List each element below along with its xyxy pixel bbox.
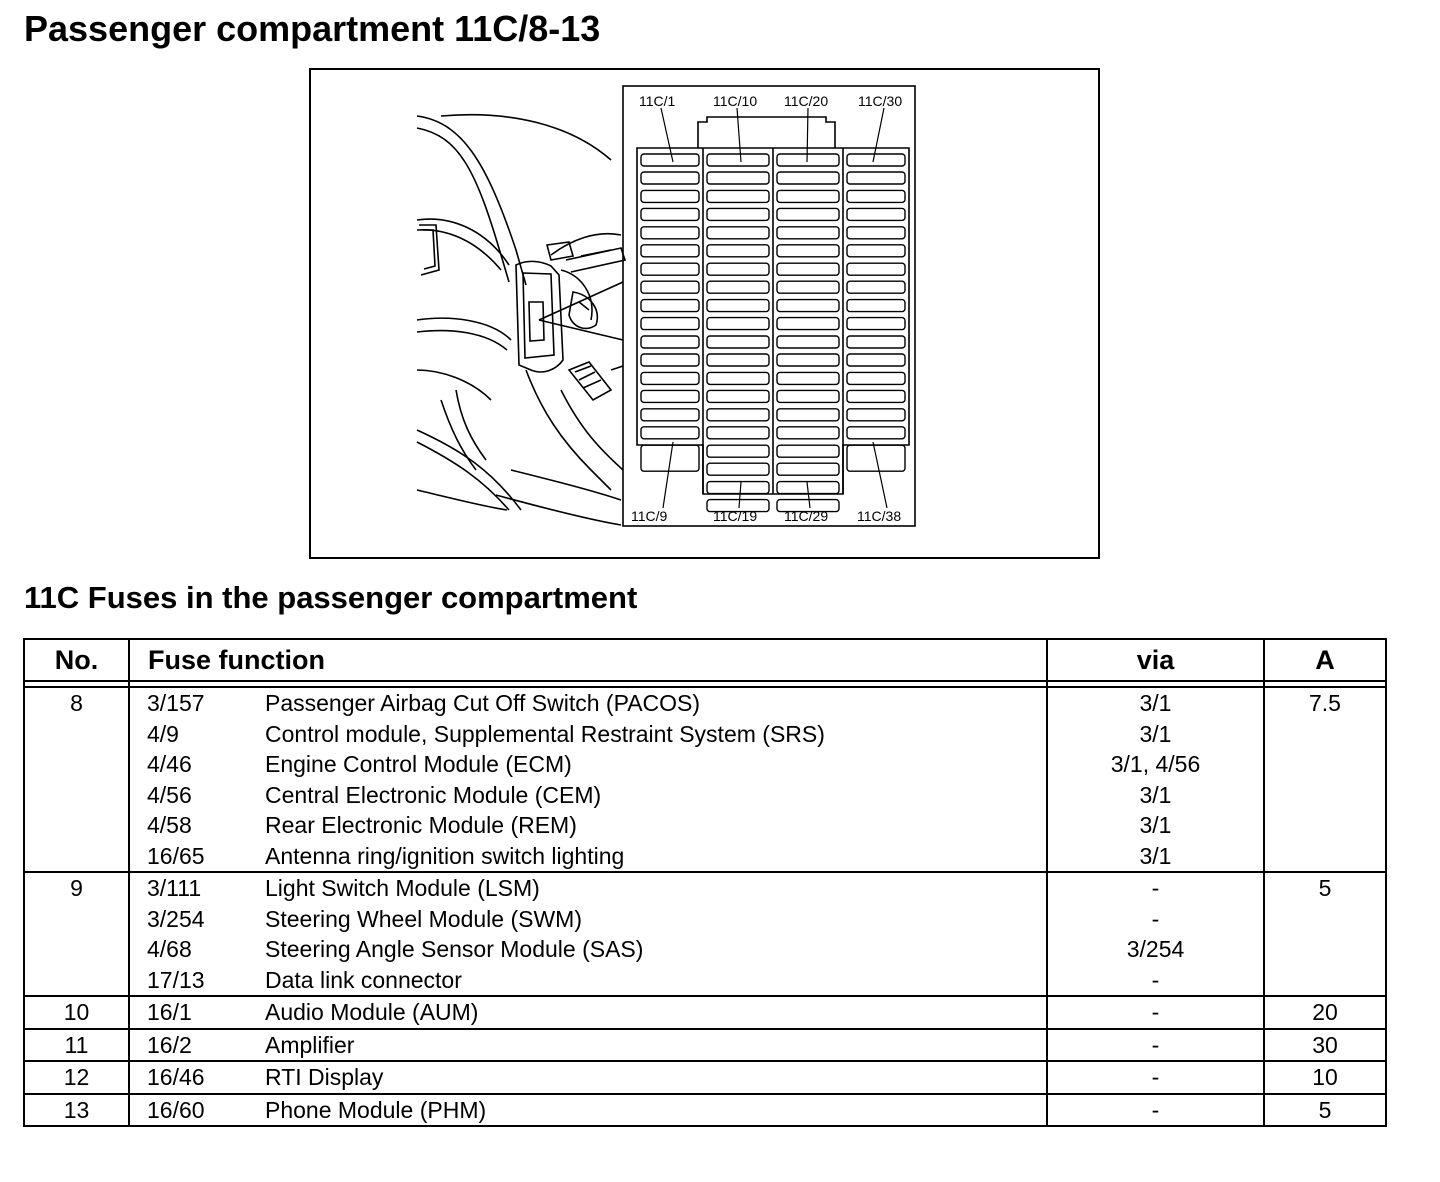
fuse-slot [777,227,839,239]
component-code: 4/9 [147,720,179,747]
fuse-label-top-3: 11C/20 [784,93,829,109]
via-value: 3/1 [1139,690,1172,716]
fuse-slot [777,263,839,275]
function-line [130,780,1046,811]
table-row [24,996,1386,1029]
fuse-label-bottom-4: 11C/38 [857,508,902,524]
fuse-number-text: 9 [70,875,83,901]
function-line [130,749,1046,780]
fuse-slot-half [847,281,905,293]
component-code: 16/46 [147,1064,205,1090]
fuse-label-top-2: 11C/10 [713,93,758,109]
fuse-group [24,1094,1386,1127]
function-line [130,904,1046,935]
component-code: 4/58 [147,812,192,838]
fuse-slot-half [777,245,839,257]
via-value: - [1151,999,1160,1025]
fuse-label-bottom-3: 11C/29 [784,508,829,524]
component-description: RTI Display [265,1064,384,1090]
fuse-number-text: 12 [63,1064,90,1090]
fuse-label-bottom-1: 11C/9 [631,508,668,524]
amperage-value: 7.5 [1309,690,1341,716]
fuse-slot-half [707,245,769,257]
fuse-group [24,687,1386,872]
via-value: - [1151,1064,1160,1090]
fuse-slot [847,190,905,202]
fuse-slot [707,154,769,166]
component-description: Amplifier [265,1031,355,1058]
component-code: 16/60 [147,1096,205,1123]
fuse-slot-half [847,354,905,366]
fuse-number [24,687,129,872]
fuse-slot [777,300,839,312]
fuse-slot [641,409,699,421]
fuse-slot [641,190,699,202]
fuse-slot [641,227,699,239]
header-amps: A [1264,639,1386,681]
fuse-via [1047,1029,1264,1062]
fuse-group [24,1029,1386,1062]
fuse-slot-half [777,318,839,330]
table-header-row [24,639,1386,681]
amperage-value: 20 [1312,999,1338,1025]
component-description: Data link connector [265,966,462,993]
fuse-slot [641,300,699,312]
fuse-slot [847,336,905,348]
fuse-box-illustration [311,70,1098,557]
fuse-slot-half [847,245,905,257]
fuse-label-top-4: 11C/30 [858,93,903,109]
fuse-number [24,1029,129,1062]
fuse-label-top-1: 11C/1 [639,93,676,109]
fuse-slot-half [707,427,769,439]
fuse-slot [777,372,839,384]
fuse-number [24,996,129,1029]
fuse-slot [847,300,905,312]
via-value: 3/1, 4/56 [1110,751,1201,777]
fuse-via [1047,996,1264,1029]
fuse-slot [707,482,769,494]
fuse-slot [707,445,769,457]
component-code: 3/157 [147,690,205,716]
fuse-slot [707,372,769,384]
via-value: 3/1 [1139,720,1172,747]
component-description: Passenger Airbag Cut Off Switch (PACOS) [265,690,701,716]
fuse-group [24,872,1386,996]
component-description: Engine Control Module (ECM) [265,751,572,777]
fuse-slot-half [777,208,839,220]
via-value: - [1151,905,1160,932]
fuse-slot-half [641,208,699,220]
fuse-slot-half [707,463,769,475]
fuse-label-bottom-2: 11C/19 [713,508,758,524]
fuse-slot-half [777,427,839,439]
fuse-functions [129,1094,1047,1127]
function-line [130,841,1046,872]
component-code: 3/254 [147,905,205,932]
fuse-functions [129,687,1047,872]
header-function: Fuse function [129,639,1047,681]
fuse-amperage [1264,872,1386,996]
fuse-slot-half [707,390,769,402]
fuse-amperage [1264,996,1386,1029]
fuse-slot-half [707,172,769,184]
fuse-slot [641,263,699,275]
fuse-slot [847,227,905,239]
component-code: 17/13 [147,966,205,993]
function-line [130,1095,1046,1126]
function-line [130,1030,1046,1061]
fuse-amperage [1264,1094,1386,1127]
component-description: Audio Module (AUM) [265,999,479,1025]
fuse-number-text: 10 [63,999,90,1025]
component-code: 4/68 [147,936,192,962]
fuse-slot [707,336,769,348]
table-row [24,872,1386,996]
fuse-box-diagram [309,68,1100,559]
function-line [130,688,1046,719]
component-code: 16/2 [147,1031,192,1058]
fuse-slot [777,190,839,202]
fuse-slot-half [641,354,699,366]
fuse-via [1047,687,1264,872]
fuse-slot-half [707,281,769,293]
fuse-slot-half [777,354,839,366]
fuse-slot [847,263,905,275]
fuse-slot-half [777,390,839,402]
component-code: 16/1 [147,999,192,1025]
fuse-amperage [1264,1061,1386,1094]
fuse-slot-half [847,427,905,439]
via-value: 3/254 [1126,936,1185,962]
fuse-slot [641,372,699,384]
fuse-slot-half [641,172,699,184]
fuse-number [24,1094,129,1127]
fuse-slot [777,154,839,166]
amperage-value: 5 [1318,875,1332,901]
component-code: 3/111 [147,875,202,901]
fuse-via [1047,1061,1264,1094]
fuse-slot-half [847,390,905,402]
via-value: - [1151,875,1160,901]
fuse-slot [641,336,699,348]
fuse-slot-half [777,463,839,475]
fuse-slot-half [641,245,699,257]
via-value: - [1151,1096,1160,1123]
fuse-via [1047,1094,1264,1127]
fuse-slot [707,227,769,239]
fuse-table [23,638,1387,1127]
amperage-value: 30 [1312,1031,1338,1058]
header-via: via [1047,639,1264,681]
via-value: 3/1 [1139,812,1172,838]
fuse-slot [847,409,905,421]
table-row [24,1029,1386,1062]
fuse-slot [641,154,699,166]
header-no: No. [24,639,129,681]
via-value: 3/1 [1139,781,1172,808]
fuse-number [24,872,129,996]
fuse-slot [777,445,839,457]
function-line [130,810,1046,841]
fuse-functions [129,1029,1047,1062]
fuse-via [1047,872,1264,996]
fuse-functions [129,872,1047,996]
function-line [130,719,1046,750]
component-description: Steering Wheel Module (SWM) [265,905,582,932]
fuse-slot [777,409,839,421]
fuse-slot-half [641,281,699,293]
fuse-number-text: 11 [64,1031,89,1058]
table-row [24,687,1386,872]
amperage-value: 10 [1312,1064,1338,1090]
component-description: Rear Electronic Module (REM) [265,812,577,838]
dashboard-illustration [417,115,625,525]
fuse-slot [777,336,839,348]
amperage-value: 5 [1318,1096,1332,1123]
table-heading: 11C Fuses in the passenger compartment [24,580,638,615]
fuse-slot-half [641,390,699,402]
component-description: Phone Module (PHM) [265,1096,487,1123]
table-row [24,1061,1386,1094]
function-line [130,997,1046,1028]
fuse-slot-half [777,172,839,184]
component-description: Steering Angle Sensor Module (SAS) [265,936,644,962]
fuse-slot [707,190,769,202]
fuse-slot-half [707,354,769,366]
component-code: 4/46 [147,751,192,777]
fuse-group [24,996,1386,1029]
fuse-number-text: 8 [70,690,83,716]
component-code: 4/56 [147,781,192,808]
fuse-number-text: 13 [63,1096,90,1123]
fuse-group [24,1061,1386,1094]
fuse-slot-half [777,281,839,293]
via-value: - [1151,1031,1160,1058]
fuse-slot-half [641,427,699,439]
fuse-slot [847,372,905,384]
fuse-number [24,1061,129,1094]
function-line [130,965,1046,996]
fuse-slot-half [847,172,905,184]
fuse-slot [847,154,905,166]
function-line [130,934,1046,965]
table-row [24,1094,1386,1127]
fuse-slot-half [847,318,905,330]
fuse-slot-half [847,208,905,220]
component-description: Control module, Supplemental Restraint System (SRS) [265,720,825,747]
function-line [130,873,1046,904]
via-value: 3/1 [1139,842,1172,869]
fuse-slot-half [707,208,769,220]
component-code: 16/65 [147,842,205,869]
component-description: Antenna ring/ignition switch lighting [265,842,625,869]
function-line [130,1062,1046,1093]
fuse-slot [707,300,769,312]
fuse-slot [707,409,769,421]
via-value: - [1151,966,1160,993]
callout-lines [661,108,887,508]
fuse-amperage [1264,1029,1386,1062]
page-title: Passenger compartment 11C/8-13 [24,8,601,49]
component-description: Central Electronic Module (CEM) [265,781,602,808]
fuse-slot-half [707,318,769,330]
fuse-slot [707,263,769,275]
fuse-amperage [1264,687,1386,872]
fuse-functions [129,996,1047,1029]
fuse-slot-half [641,318,699,330]
fuse-functions [129,1061,1047,1094]
component-description: Light Switch Module (LSM) [265,875,540,901]
